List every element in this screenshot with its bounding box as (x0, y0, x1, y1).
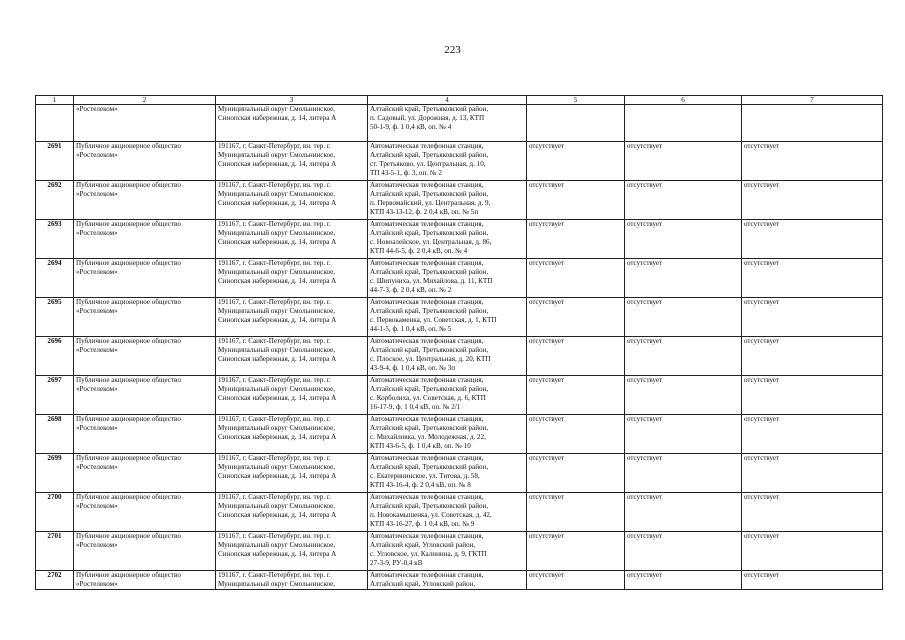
object-line: с. Екатерининское, ул. Титова, д. 58, (370, 472, 480, 480)
address-cell (216, 376, 368, 415)
address-line: Муниципальный округ Смольнинское, (218, 463, 336, 471)
status-cell-5: отсутствует (527, 337, 625, 376)
status-cell-5: отсутствует (527, 220, 625, 259)
address-line: 191167, г. Санкт-Петербург, вн. тер. г. (218, 220, 331, 228)
address-line: Муниципальный округ Смольнинское, (218, 385, 336, 393)
object-line: Алтайский край, Третьяковский район, (370, 229, 489, 237)
object-line: с. Михайловка, ул. Молодежная, д. 22, (370, 433, 486, 441)
owner-cell (74, 181, 216, 220)
column-number: 7 (742, 96, 883, 105)
object-line: Алтайский край, Третьяковский район, (370, 346, 489, 354)
table-row (36, 181, 883, 220)
status-cell-5: отсутствует (527, 181, 625, 220)
address-line: Муниципальный округ Смольнинское, (218, 190, 336, 198)
address-cell (216, 105, 368, 142)
address-line: 191167, г. Санкт-Петербург, вн. тер. г. (218, 376, 331, 384)
column-number: 1 (36, 96, 74, 105)
object-line: с. Шипуниха, ул. Михайлова, д. 11, КТП (370, 277, 493, 285)
object-line: 44-1-5, ф. 1 0,4 кВ, оп. № 5 (370, 325, 452, 333)
owner-line: Публичное акционерное общество (76, 181, 181, 189)
status-cell-7: отсутствует (742, 376, 883, 415)
object-line: с. Плоское, ул. Центральная, д. 20, КТП (370, 355, 491, 363)
object-line: Алтайский край, Третьяковский район, (370, 385, 489, 393)
owner-line: Публичное акционерное общество (76, 532, 181, 540)
status-cell-7: отсутствует (742, 493, 883, 532)
object-line: 43-9-4, ф. 1 0,4 кВ, оп. № 3п (370, 364, 456, 372)
row-number: 2700 (36, 493, 74, 532)
address-line: Муниципальный округ Смольнинское, (218, 502, 336, 510)
address-line: 191167, г. Санкт-Петербург, вн. тер. г. (218, 181, 331, 189)
row-number: 2702 (36, 571, 74, 590)
address-line: Муниципальный округ Смольнинское, (218, 346, 336, 354)
status-cell-6: отсутствует (625, 571, 742, 590)
address-line: Синопская набережная, д. 14, литера А (218, 433, 337, 441)
table-row (36, 259, 883, 298)
object-line: 44-7-3, ф. 2 0,4 кВ, оп. № 2 (370, 286, 452, 294)
owner-line: «Ростелеком» (76, 502, 118, 510)
address-line: Муниципальный округ Смольнинское, (218, 105, 336, 113)
object-line: КТП 43-16-4, ф. 2 0,4 кВ, оп. № 8 (370, 481, 471, 489)
owner-line: Публичное акционерное общество (76, 259, 181, 267)
address-line: Синопская набережная, д. 14, литера А (218, 160, 337, 168)
owner-line: «Ростелеком» (76, 424, 118, 432)
address-cell (216, 337, 368, 376)
status-cell-6: отсутствует (625, 220, 742, 259)
status-cell-6: отсутствует (625, 532, 742, 571)
status-cell-7: отсутствует (742, 298, 883, 337)
status-cell-5: отсутствует (527, 571, 625, 590)
object-line: Автоматическая телефонная станция, (370, 142, 484, 150)
owner-cell (74, 376, 216, 415)
owner-line: «Ростелеком» (76, 541, 118, 549)
owner-line: Публичное акционерное общество (76, 454, 181, 462)
address-cell (216, 142, 368, 181)
address-line: 191167, г. Санкт-Петербург, вн. тер. г. (218, 337, 331, 345)
address-cell (216, 298, 368, 337)
status-cell-7: отсутствует (742, 454, 883, 493)
column-number-row (36, 96, 883, 105)
address-line: Муниципальный округ Смольнинское, (218, 580, 336, 588)
row-number: 2692 (36, 181, 74, 220)
object-line: с. Новоалейское, ул. Центральная, д. 86, (370, 238, 492, 246)
address-line: Синопская набережная, д. 14, литера А (218, 114, 337, 122)
object-line: с. Корболиха, ул. Советская, д. 6, КТП (370, 394, 486, 402)
object-cell (368, 532, 527, 571)
row-number: 2693 (36, 220, 74, 259)
column-number: 4 (368, 96, 527, 105)
address-line: Синопская набережная, д. 14, литера А (218, 550, 337, 558)
address-line: Синопская набережная, д. 14, литера А (218, 394, 337, 402)
row-number: 2699 (36, 454, 74, 493)
status-cell-7: отсутствует (742, 571, 883, 590)
object-cell (368, 181, 527, 220)
status-cell-5: отсутствует (527, 532, 625, 571)
address-line: 191167, г. Санкт-Петербург, вн. тер. г. (218, 259, 331, 267)
status-cell-5: отсутствует (527, 298, 625, 337)
object-line: Алтайский край, Третьяковский район, (370, 463, 489, 471)
object-cell (368, 454, 527, 493)
owner-cell (74, 259, 216, 298)
column-number: 5 (527, 96, 625, 105)
row-number (36, 105, 74, 142)
object-line: Алтайский край, Третьяковский район, (370, 502, 489, 510)
owner-cell (74, 415, 216, 454)
object-cell (368, 298, 527, 337)
column-number: 3 (216, 96, 368, 105)
owner-line: «Ростелеком» (76, 190, 118, 198)
object-line: Автоматическая телефонная станция, (370, 220, 484, 228)
owner-cell (74, 493, 216, 532)
object-line: с. Первокаменка, ул. Советская, д. 1, КТП (370, 316, 497, 324)
owner-line: «Ростелеком» (76, 385, 118, 393)
object-line: 16-17-9, ф. 1 0,4 кВ, оп. № 2/1 (370, 403, 461, 411)
table-row (36, 493, 883, 532)
owner-line: Публичное акционерное общество (76, 142, 181, 150)
object-line: 50-1-9, ф. 1 0,4 кВ, оп. № 4 (370, 123, 452, 131)
status-cell-7 (742, 105, 883, 142)
address-line: Муниципальный округ Смольнинское, (218, 424, 336, 432)
object-cell (368, 376, 527, 415)
table-row (36, 376, 883, 415)
object-line: Алтайский край, Третьяковский район, (370, 307, 489, 315)
owner-line: «Ростелеком» (76, 105, 118, 113)
object-line: п. Новокамышенка, ул. Советская, д. 42, (370, 511, 492, 519)
status-cell-5: отсутствует (527, 259, 625, 298)
address-line: 191167, г. Санкт-Петербург, вн. тер. г. (218, 571, 331, 579)
object-line: Автоматическая телефонная станция, (370, 259, 484, 267)
address-line: Муниципальный округ Смольнинское, (218, 229, 336, 237)
object-line: КТП 43-6-5, ф. 1 0,4 кВ, оп. № 10 (370, 442, 471, 450)
table-row (36, 220, 883, 259)
status-cell-5: отсутствует (527, 376, 625, 415)
object-line: Алтайский край, Угловский район, (370, 541, 476, 549)
owner-line: Публичное акционерное общество (76, 298, 181, 306)
object-line: Автоматическая телефонная станция, (370, 298, 484, 306)
status-cell-6: отсутствует (625, 298, 742, 337)
object-cell (368, 415, 527, 454)
object-cell (368, 259, 527, 298)
owner-cell (74, 532, 216, 571)
object-line: Алтайский край, Третьяковский район, (370, 268, 489, 276)
table-row (36, 415, 883, 454)
object-line: КТП 43-16-27, ф. 1 0,4 кВ, оп. № 9 (370, 520, 475, 528)
address-line: 191167, г. Санкт-Петербург, вн. тер. г. (218, 454, 331, 462)
object-line: КТП 43-13-12, ф. 2 0,4 кВ, оп. № 5п (370, 208, 479, 216)
status-cell-5: отсутствует (527, 415, 625, 454)
address-cell (216, 181, 368, 220)
object-line: Автоматическая телефонная станция, (370, 571, 484, 579)
owner-line: «Ростелеком» (76, 307, 118, 315)
table-row (36, 298, 883, 337)
owner-cell (74, 105, 216, 142)
table-body (36, 96, 883, 590)
address-line: Синопская набережная, д. 14, литера А (218, 316, 337, 324)
object-line: ст. Третьяково, ул. Центральная, д. 10, (370, 160, 486, 168)
owner-cell (74, 571, 216, 590)
object-cell (368, 105, 527, 142)
table-row (36, 105, 883, 142)
status-cell-5: отсутствует (527, 142, 625, 181)
object-line: Алтайский край, Третьяковский район, (370, 105, 489, 113)
status-cell-7: отсутствует (742, 259, 883, 298)
address-cell (216, 454, 368, 493)
row-number: 2698 (36, 415, 74, 454)
row-number: 2696 (36, 337, 74, 376)
status-cell-6: отсутствует (625, 259, 742, 298)
address-line: Синопская набережная, д. 14, литера А (218, 355, 337, 363)
owner-line: «Ростелеком» (76, 229, 118, 237)
address-cell (216, 220, 368, 259)
object-line: Автоматическая телефонная станция, (370, 415, 484, 423)
status-cell-5: отсутствует (527, 454, 625, 493)
object-cell (368, 571, 527, 590)
object-line: Автоматическая телефонная станция, (370, 181, 484, 189)
address-cell (216, 493, 368, 532)
object-cell (368, 337, 527, 376)
owner-cell (74, 220, 216, 259)
registry-table (35, 95, 883, 590)
object-cell (368, 220, 527, 259)
object-line: Алтайский край, Угловский район, (370, 580, 476, 588)
row-number: 2695 (36, 298, 74, 337)
address-line: Синопская набережная, д. 14, литера А (218, 238, 337, 246)
row-number: 2694 (36, 259, 74, 298)
status-cell-7: отсутствует (742, 337, 883, 376)
owner-line: Публичное акционерное общество (76, 337, 181, 345)
owner-cell (74, 142, 216, 181)
owner-cell (74, 298, 216, 337)
table-row (36, 142, 883, 181)
object-line: Автоматическая телефонная станция, (370, 454, 484, 462)
address-line: Синопская набережная, д. 14, литера А (218, 199, 337, 207)
status-cell-5 (527, 105, 625, 142)
owner-cell (74, 454, 216, 493)
object-line: п. Садовый, ул. Дорожная, д. 13, КТП (370, 114, 485, 122)
page-number: 223 (444, 44, 461, 56)
object-line: Алтайский край, Третьяковский район, (370, 151, 489, 159)
status-cell-6: отсутствует (625, 376, 742, 415)
address-cell (216, 571, 368, 590)
row-number: 2691 (36, 142, 74, 181)
object-line: с. Угловское, ул. Калинина, д. 9, ГКТП (370, 550, 487, 558)
status-cell-6: отсутствует (625, 181, 742, 220)
address-line: Синопская набережная, д. 14, литера А (218, 472, 337, 480)
owner-cell (74, 337, 216, 376)
owner-line: «Ростелеком» (76, 151, 118, 159)
object-line: Автоматическая телефонная станция, (370, 376, 484, 384)
object-line: ТП 43-5-1, ф. 3, оп. № 2 (370, 169, 442, 177)
owner-line: Публичное акционерное общество (76, 571, 181, 579)
object-line: п. Первомайский, ул. Центральная, д. 9, (370, 199, 491, 207)
address-line: Синопская набережная, д. 14, литера А (218, 511, 337, 519)
status-cell-7: отсутствует (742, 415, 883, 454)
status-cell-6: отсутствует (625, 142, 742, 181)
table-row (36, 454, 883, 493)
object-line: Алтайский край, Третьяковский район, (370, 190, 489, 198)
table-row (36, 532, 883, 571)
address-line: 191167, г. Санкт-Петербург, вн. тер. г. (218, 415, 331, 423)
row-number: 2701 (36, 532, 74, 571)
status-cell-7: отсутствует (742, 142, 883, 181)
object-line: Автоматическая телефонная станция, (370, 493, 484, 501)
address-line: Муниципальный округ Смольнинское, (218, 307, 336, 315)
object-cell (368, 493, 527, 532)
status-cell-7: отсутствует (742, 532, 883, 571)
owner-line: «Ростелеком» (76, 580, 118, 588)
address-line: 191167, г. Санкт-Петербург, вн. тер. г. (218, 142, 331, 150)
address-line: Синопская набережная, д. 14, литера А (218, 277, 337, 285)
object-line: 27-3-9, РУ-0,4 кВ (370, 559, 423, 567)
address-cell (216, 532, 368, 571)
owner-line: Публичное акционерное общество (76, 376, 181, 384)
status-cell-7: отсутствует (742, 181, 883, 220)
status-cell-6 (625, 105, 742, 142)
owner-line: «Ростелеком» (76, 268, 118, 276)
object-line: Алтайский край, Третьяковский район, (370, 424, 489, 432)
column-number: 6 (625, 96, 742, 105)
address-line: 191167, г. Санкт-Петербург, вн. тер. г. (218, 532, 331, 540)
address-line: Муниципальный округ Смольнинское, (218, 268, 336, 276)
address-line: 191167, г. Санкт-Петербург, вн. тер. г. (218, 493, 331, 501)
object-cell (368, 142, 527, 181)
address-line: Муниципальный округ Смольнинское, (218, 541, 336, 549)
status-cell-5: отсутствует (527, 493, 625, 532)
owner-line: «Ростелеком» (76, 346, 118, 354)
address-line: 191167, г. Санкт-Петербург, вн. тер. г. (218, 298, 331, 306)
status-cell-7: отсутствует (742, 220, 883, 259)
object-line: КТП 44-6-5, ф. 2 0,4 кВ, оп. № 4 (370, 247, 468, 255)
object-line: Автоматическая телефонная станция, (370, 532, 484, 540)
status-cell-6: отсутствует (625, 415, 742, 454)
status-cell-6: отсутствует (625, 493, 742, 532)
owner-line: «Ростелеком» (76, 463, 118, 471)
owner-line: Публичное акционерное общество (76, 493, 181, 501)
address-line: Муниципальный округ Смольнинское, (218, 151, 336, 159)
column-number: 2 (74, 96, 216, 105)
owner-line: Публичное акционерное общество (76, 415, 181, 423)
row-number: 2697 (36, 376, 74, 415)
table-row (36, 571, 883, 590)
address-cell (216, 415, 368, 454)
address-cell (216, 259, 368, 298)
owner-line: Публичное акционерное общество (76, 220, 181, 228)
object-line: Автоматическая телефонная станция, (370, 337, 484, 345)
table-row (36, 337, 883, 376)
status-cell-6: отсутствует (625, 454, 742, 493)
status-cell-6: отсутствует (625, 337, 742, 376)
